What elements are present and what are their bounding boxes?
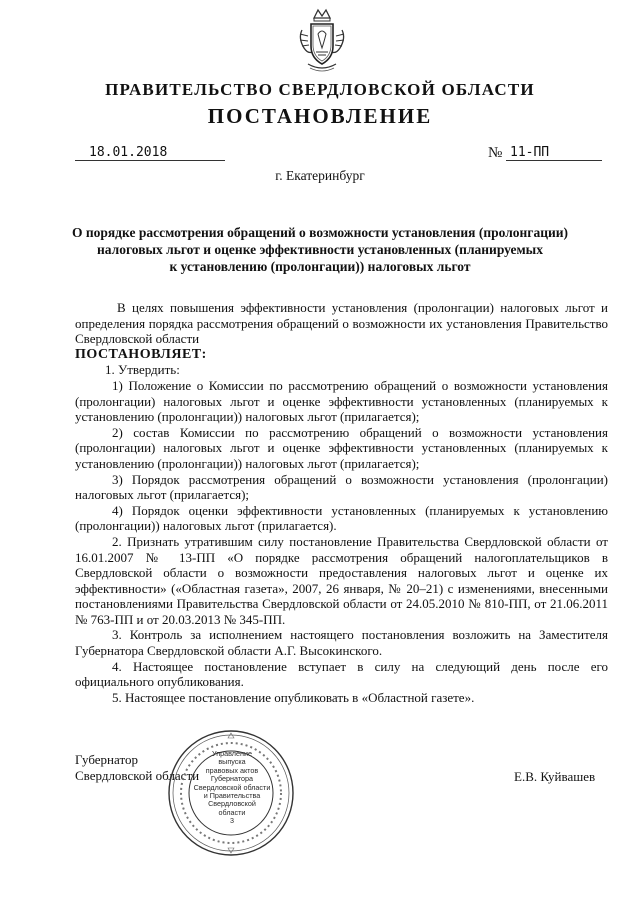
clause-1-item-3: 3) Порядок рассмотрения обращений о возможности установления (пролонгации) налоговых льгот (прилагается); <box>75 471 608 503</box>
stamp-line: Губернатора <box>210 774 254 784</box>
stamp-line: области <box>218 807 246 817</box>
stamp-line: Свердловской <box>208 799 256 809</box>
document-title <box>70 224 570 275</box>
signatory-name: Е.В. Куйвашев <box>514 769 596 784</box>
position-line: Губернатор <box>75 752 138 767</box>
clause-2: 2. Признать утратившим силу постановление Правительства Свердловской области от 16.01.2007 № 13-ПП «О порядке рассмотрения обращений налогоплательщиков в Свердловской области о возможности предоставления налоговых льгот и оценке их эффективности» («Областная газета», 2007, 26 января, № 20–21) с изменениями, внесенными постановлениями Правительства Свердловской области от 24.05.2010 № 810-ПП, от 21.06.2011 № 763-ПП и от 20.03.2013 № 345-ПП. <box>75 533 608 627</box>
stamp-line: Управление <box>212 749 252 758</box>
government-name: ПРАВИТЕЛЬСТВО СВЕРДЛОВСКОЙ ОБЛАСТИ <box>105 80 535 99</box>
clause-3: 3. Контроль за исполнением настоящего постановления возложить на Заместителя Губернатора Свердловской области А.Г. Высокинского. <box>75 627 608 659</box>
document-type: ПОСТАНОВЛЕНИЕ <box>207 104 433 128</box>
stamp-line: 3 <box>230 816 234 826</box>
clause-1-item-2: 2) состав Комиссии по рассмотрению обращений о возможности установления (пролонгации) налоговых льгот и оценке эффективности установленных (планируемых к установлению (пролонгации)) налоговых льгот (прилагается); <box>75 424 608 471</box>
clause-1: 1. Утвердить: <box>105 362 180 378</box>
clause-5: 5. Настоящее постановление опубликовать в «Областной газете». <box>112 689 475 705</box>
stamp-line: Свердловской области <box>193 782 271 792</box>
coat-of-arms-icon <box>296 8 348 74</box>
clause-1-item-1: 1) Положение о Комиссии по рассмотрению обращений о возможности установления (пролонгации) налоговых льгот и оценке эффективности установленных (планируемых к установлению (пролонгации)) налоговых льгот (прилагается); <box>75 377 608 425</box>
title-line: налоговых льгот и оценке эффективности установленных (планируемых <box>97 242 543 257</box>
stamp-line: правовых актов <box>205 765 259 775</box>
document-date: 18.01.2018 <box>75 145 225 161</box>
preamble-paragraph: В целях повышения эффективности установления (пролонгации) налоговых льгот и определения порядка рассмотрения обращений о возможности их установления Правительство Свердловской области <box>75 300 608 347</box>
stamp-line: выпуска <box>218 757 246 767</box>
clause-4: 4. Настоящее постановление вступает в силу на следующий день после его официального опубликования. <box>75 658 608 690</box>
decree-heading: ПОСТАНОВЛЯЕТ: <box>75 346 207 362</box>
document-number: 11-ПП <box>506 145 602 161</box>
title-line: О порядке рассмотрения обращений о возможности установления (пролонгации) <box>71 225 569 240</box>
title-line: к установлению (пролонгации)) налоговых льгот <box>169 259 471 274</box>
number-label: № <box>488 145 503 161</box>
stamp-line: и Правительства <box>203 791 261 801</box>
position-line: Свердловской области <box>75 768 200 783</box>
city: г. Екатеринбург <box>275 168 365 183</box>
stamp-text <box>190 750 274 826</box>
clause-1-item-4: 4) Порядок оценки эффективности установленных (планируемых к установлению (пролонгации)) налоговых льгот (прилагается). <box>75 502 608 534</box>
document-body <box>75 300 608 705</box>
